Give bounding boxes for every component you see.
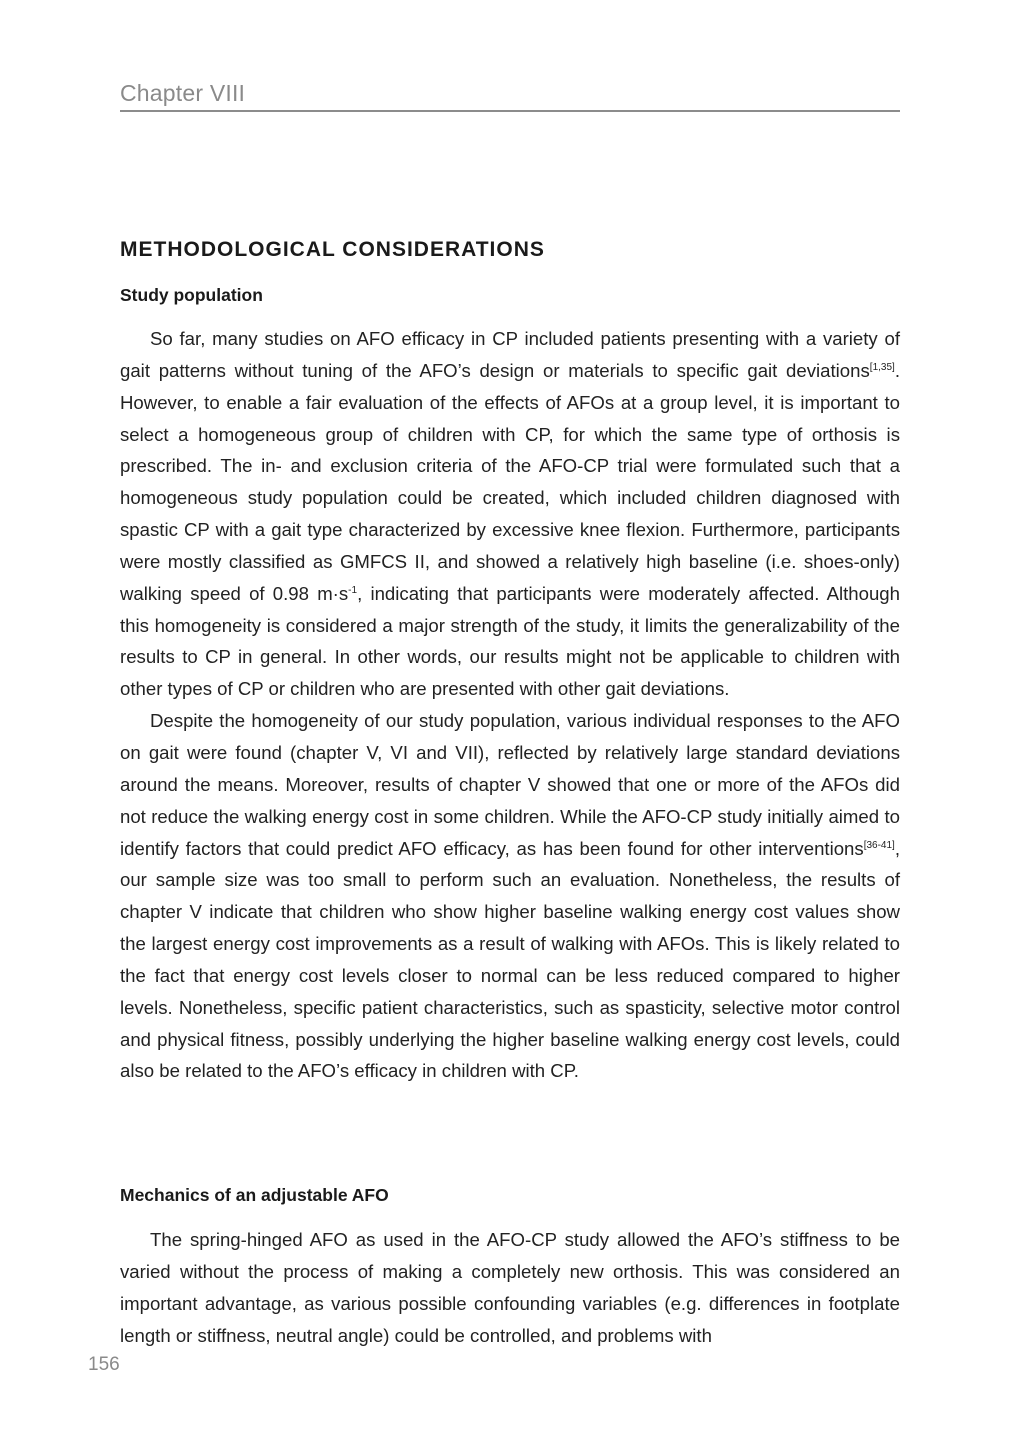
text-run: , indicating that participants were moderately affected. Although this homogeneity is considered a major strength of the study, it limits the generalizability of the results to CP in general. In other words, our results might not be applicable to children with other types of CP or children who are presented with other gait deviations. — [120, 582, 900, 700]
citation: [1,35] — [869, 361, 895, 373]
unit-exponent: -1 — [348, 584, 358, 596]
mechanics-body — [120, 1224, 900, 1351]
page-number: 156 — [88, 1354, 120, 1375]
paragraph — [120, 323, 900, 705]
text-run: . However, to enable a fair evaluation of the effects of AFOs at a group level, it is important to select a homogeneous group of children with CP, for which the same type of orthosis is prescribed. The in- and exclusion criteria of the AFO-CP trial were formulated such that a homogeneous study population could be created, which included children diagnosed with spastic CP with a gait type characterized by excessive knee flexion. Furthermore, participants were mostly classified as GMFCS II, and showed a relatively high baseline (i.e. shoes-only) walking speed of 0.98 m·s — [120, 359, 900, 604]
text-run: Despite the homogeneity of our study population, various individual responses to the AFO on gait were found (chapter V, VI and VII), reflected by relatively large standard deviations around the means. Moreover, results of chapter V showed that one or more of the AFOs did not reduce the walking energy cost in some children. While the AFO-CP study initially aimed to identify factors that could predict AFO efficacy, as has been found for other interventions — [120, 710, 900, 859]
paragraph — [120, 1224, 900, 1351]
subsection-heading-study-population: Study population — [120, 285, 263, 305]
study-population-body — [120, 323, 900, 1087]
running-head: Chapter VIII — [120, 80, 246, 106]
paragraph — [120, 705, 900, 1087]
section-title: METHODOLOGICAL CONSIDERATIONS — [120, 238, 545, 261]
header-rule — [120, 110, 900, 112]
text-run: So far, many studies on AFO efficacy in CP included patients presenting with a variety of gait patterns without tuning of the AFO’s design or materials to specific gait deviations — [120, 328, 900, 381]
subsection-heading-mechanics: Mechanics of an adjustable AFO — [120, 1185, 389, 1205]
text-run: The spring-hinged AFO as used in the AFO-CP study allowed the AFO’s stiffness to be varied without the process of making a completely new orthosis. This was considered an important advantage, as various possible confounding variables (e.g. differences in footplate length or stiffness, neutral angle) could be controlled, and problems with — [120, 1229, 900, 1346]
text-run: , our sample size was too small to perform such an evaluation. Nonetheless, the results of chapter V indicate that children who show higher baseline walking energy cost values show the largest energy cost improvements as a result of walking with AFOs. This is likely related to the fact that energy cost levels closer to normal can be less reduced compared to higher levels. Nonetheless, specific patient characteristics, such as spasticity, selective motor control and physical fitness, possibly underlying the higher baseline walking energy cost levels, could also be related to the AFO’s efficacy in children with CP. — [120, 837, 900, 1082]
citation: [36-41] — [863, 839, 895, 851]
